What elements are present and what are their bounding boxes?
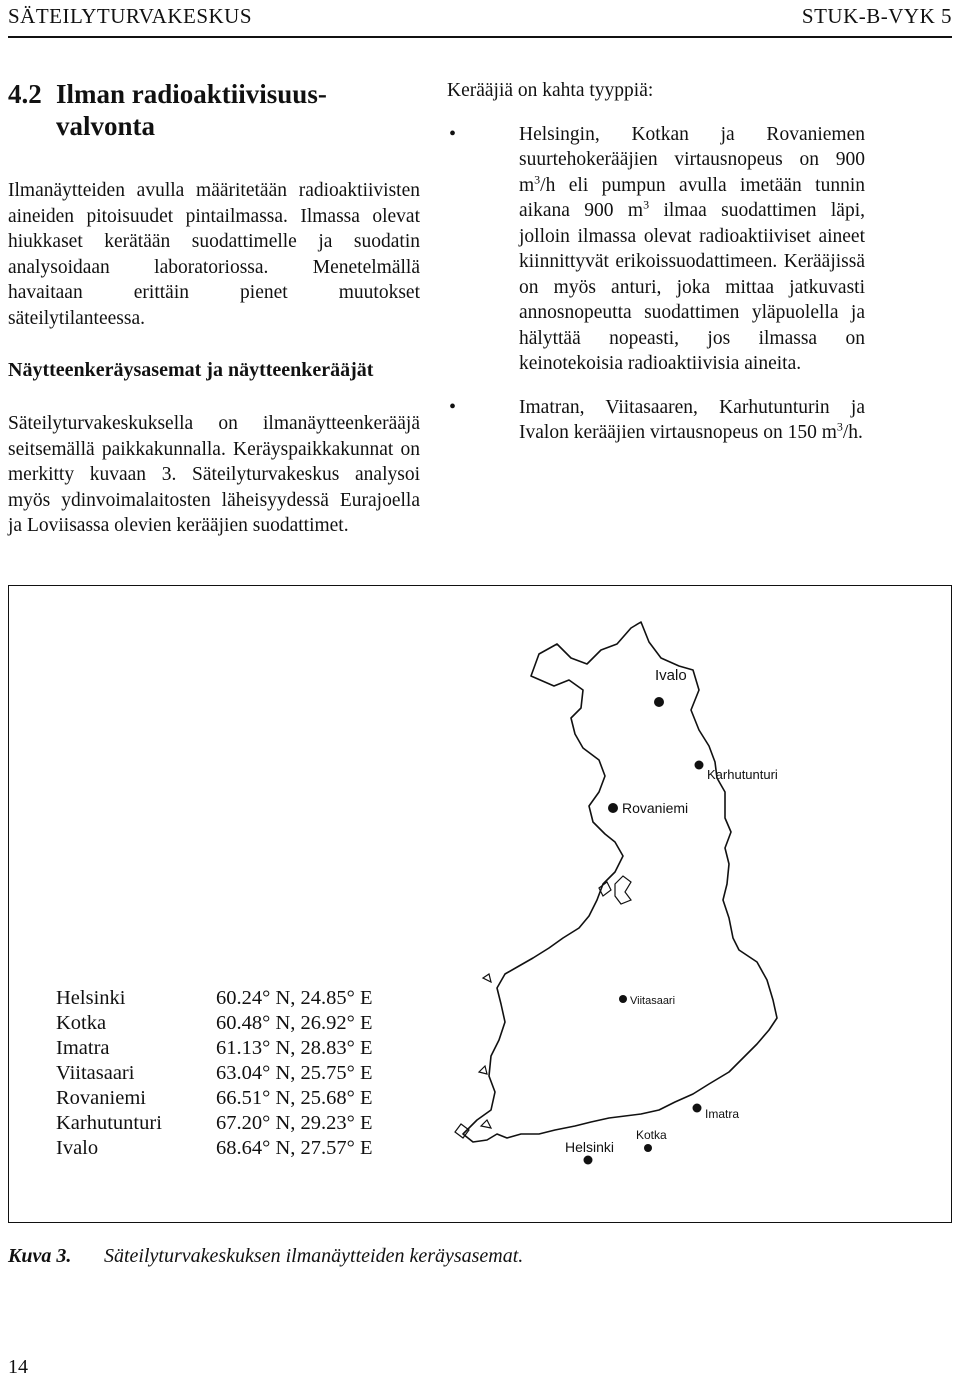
list-item: • Helsingin, Kotkan ja Rovaniemen suurtehokerääjien virtausnopeus on 900 $m^3/h$ eli pumpun avulla imetään tunnin aikana 900 $m^3$ ilmaa suodattimen läpi, jolloin ilmassa olevat radioaktiiviset aineet kiinnittyvät erikoissuodattimeen. Kerääjissä on myös anturi, joka mittaa jatkuvasti annosnopeutta suodattimen yläpuolella ja hälyttää nopeasti, jos ilmassa on keinotekoisia radioaktiivisia aineita.	[449, 122, 865, 374]
collector-types-list	[447, 122, 865, 446]
table-row	[56, 1061, 372, 1086]
map-label-imatra: Imatra	[705, 1107, 740, 1121]
station-coordinate: 63.04° N, 25.75° E	[216, 1062, 373, 1084]
station-name: Helsinki	[56, 987, 126, 1009]
station-coordinate: 68.64° N, 27.57° E	[216, 1137, 373, 1159]
station-coordinate: 61.13° N, 28.83° E	[216, 1037, 373, 1059]
stations-paragraph: Säteilyturvakeskuksella on ilmanäytteenkerääjä seitsemällä paikkakunnalla. Keräyspaikkakunnat on merkitty kuvaan 3. Säteilyturvakeskus analysoi myös ydinvoimalaitosten läheisyydessä Eurajoella ja Loviisassa olevien kerääjien suodattimet.	[8, 413, 420, 536]
running-header-left: SÄTEILYTURVAKESKUS	[8, 4, 253, 28]
station-name: Rovaniemi	[56, 1087, 146, 1109]
station-marker-kotka	[644, 1144, 652, 1152]
station-name: Imatra	[56, 1037, 110, 1059]
caption-text: Säteilyturvakeskuksen ilmanäytteiden keräysasemat.	[104, 1245, 524, 1267]
figure-caption	[8, 1245, 523, 1268]
table-row	[56, 1011, 372, 1036]
station-marker-ivalo	[654, 697, 664, 707]
table-row	[56, 1036, 372, 1061]
station-name: Viitasaari	[56, 1062, 135, 1084]
table-row	[56, 986, 372, 1011]
table-row	[56, 1136, 372, 1161]
map-label-kotka: Kotka	[636, 1128, 667, 1142]
table-row	[56, 1086, 372, 1111]
station-coordinates-table	[56, 986, 372, 1161]
station-coordinate: 60.48° N, 26.92° E	[216, 1012, 373, 1034]
finland-outline	[463, 622, 777, 1142]
map-label-rovaniemi: Rovaniemi	[622, 800, 689, 816]
section-heading	[8, 78, 420, 142]
figure-3	[8, 585, 952, 1223]
station-coordinate: 66.51° N, 25.68° E	[216, 1087, 373, 1109]
lake-detail	[615, 876, 631, 904]
map-label-ivalo: Ivalo	[655, 667, 687, 684]
caption-label: Kuva 3.	[8, 1245, 72, 1267]
bullet-icon: •	[449, 122, 457, 145]
table-row	[56, 1111, 372, 1136]
map-label-viitasaari: Viitasaari	[630, 995, 676, 1007]
section-number: 4.2	[8, 79, 42, 109]
station-coordinate: 60.24° N, 24.85° E	[216, 987, 373, 1009]
station-marker-helsinki	[584, 1156, 593, 1165]
left-column	[8, 78, 420, 539]
station-name: Kotka	[56, 1012, 107, 1034]
station-marker-karhutunturi	[695, 761, 704, 770]
subheading: Näytteenkeräysasemat ja näytteenkerääjät	[8, 359, 374, 381]
page-number: 14	[8, 1356, 28, 1378]
station-name: Karhutunturi	[56, 1112, 162, 1134]
station-marker-viitasaari	[619, 995, 627, 1003]
map-label-helsinki: Helsinki	[565, 1139, 615, 1155]
station-name: Ivalo	[56, 1137, 99, 1159]
intro-paragraph: Ilmanäytteiden avulla määritetään radioaktiivisten aineiden pitoisuudet pintailmassa. Ilmassa olevat hiukkaset kerätään suodattimelle ja suodatin analysoidaan laboratoriossa. Menetelmällä havaitaan erittäin pienet muutokset säteilytilanteessa.	[8, 180, 420, 329]
station-marker-rovaniemi	[608, 803, 618, 813]
bullet-icon: •	[449, 395, 457, 418]
coastline-islands	[455, 882, 611, 1138]
collector-types-intro: Kerääjiä on kahta tyyppiä:	[447, 80, 654, 101]
station-coordinate: 67.20° N, 29.23° E	[216, 1112, 373, 1134]
list-item: • Imatran, Viitasaaren, Karhutunturin ja Ivalon kerääjien virtausnopeus on 150 $m^3/h$.	[449, 395, 865, 443]
right-column	[447, 78, 865, 464]
header-rule	[8, 36, 952, 38]
map-label-karhutunturi: Karhutunturi	[707, 767, 778, 782]
station-marker-imatra	[693, 1104, 702, 1113]
running-header-right: STUK-B-VYK 5	[801, 4, 952, 28]
section-title: Ilman radioaktiivisuus-valvonta	[56, 79, 327, 141]
